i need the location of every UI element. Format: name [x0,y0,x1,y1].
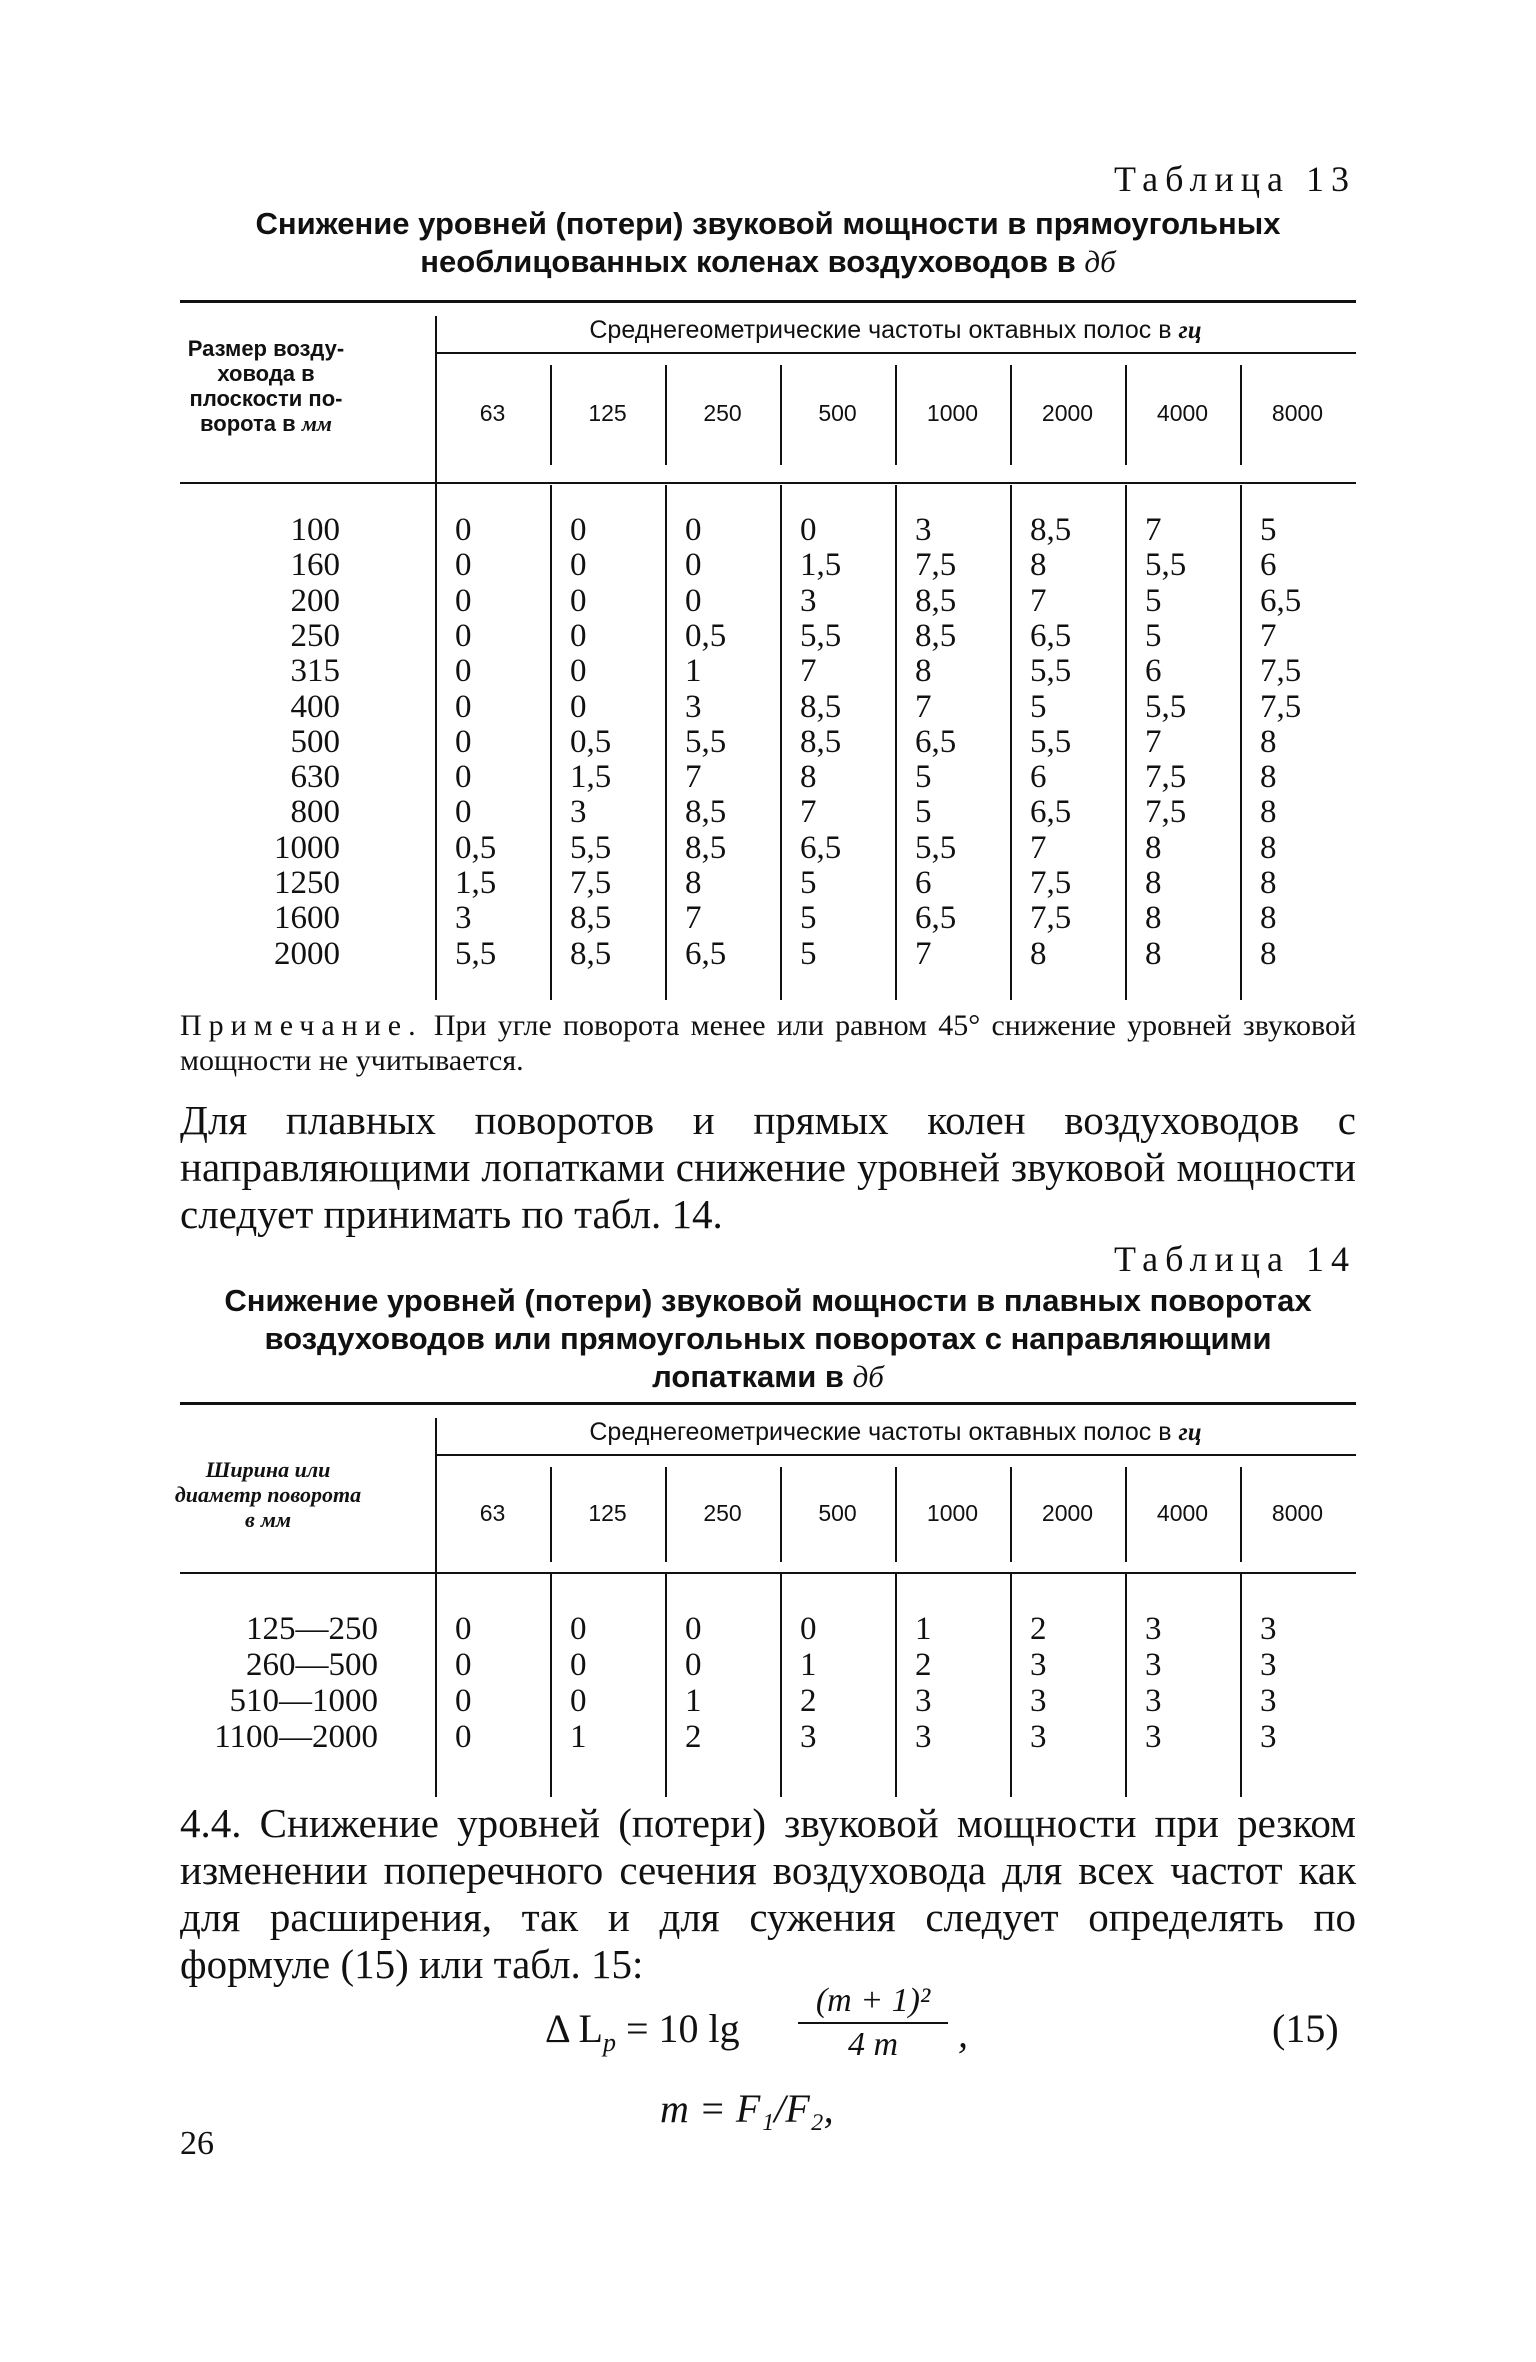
table-cell: 0 [570,512,587,548]
table-cell: 0 [800,512,817,548]
table-cell: 8,5 [915,582,957,619]
table-cell: 8 [1260,759,1277,796]
table-cell: 8,5 [570,900,612,937]
table-cell: 8 [1260,723,1277,760]
table-cell: 0 [685,512,702,548]
table-cell: 0 [455,1719,472,1755]
table-cell: 8 [915,653,932,690]
table-cell: 0 [570,1683,587,1719]
t13-freq-header-250: 250 [703,400,742,426]
table-cell: 5 [915,794,932,831]
table-cell: 7,5 [1260,688,1302,725]
table-13-caption [180,205,1356,281]
table-cell: 7 [685,900,702,937]
table-cell: 7,5 [1145,759,1187,796]
table-cell: 7 [800,794,817,831]
table-cell: 8,5 [915,617,957,654]
table-row [180,548,1356,583]
row-size: 400 [290,688,340,725]
table-13-group-header: Среднегеометрические частоты октавных полос в гц [589,316,1202,344]
table-cell: 3 [1145,1683,1162,1719]
table-cell: 0 [455,512,472,548]
table-cell: 6 [1260,547,1277,584]
table-13-caption-line1: Снижение уровней (потери) звуковой мощности в прямоугольных [255,206,1281,241]
table-cell: 3 [1030,1719,1047,1755]
t14-freq-header-125: 125 [588,1500,627,1526]
table-13-header-rule [180,482,1356,484]
table-cell: 6 [1145,653,1162,690]
table-row [180,760,1356,795]
table-row [180,1684,1356,1719]
table-cell: 6,5 [1030,794,1072,831]
table-row [180,513,1356,548]
table-cell: 8,5 [1030,512,1072,548]
table-13-group-rule [435,352,1356,354]
formula-number: (15) [1272,2006,1339,2051]
table-cell: 5,5 [570,829,612,866]
t13-header-column-line [550,365,552,465]
formula-fraction [798,1982,948,2064]
table-cell: 3 [1030,1683,1047,1719]
table-row [180,831,1356,866]
table-cell: 8 [1030,547,1047,584]
t14-header-column-line [1240,1467,1242,1562]
table-cell: 0 [455,759,472,796]
table-14-header-rule [180,1572,1356,1574]
table-row [180,654,1356,689]
table-cell: 0 [800,1611,817,1647]
table-cell: 8 [1145,900,1162,937]
t13-header-column-line [895,365,897,465]
table-cell: 6 [915,865,932,901]
table-cell: 0 [455,688,472,725]
table-13-stub-header: Размер возду-ховода в плоскости по-ворота в мм [187,336,345,436]
row-size: 160 [290,547,340,584]
table-cell: 1 [570,1719,587,1755]
table-row [180,584,1356,619]
row-size: 1100—2000 [214,1719,378,1755]
page-number: 26 [180,2125,214,2162]
table-cell: 2 [915,1647,932,1683]
table-cell: 7 [1260,617,1277,654]
table-13-note: Примечание. При угле поворота менее или равном 45° снижение уровней звуковой мощности не учитывается. [180,1009,1356,1077]
table-14 [174,1402,1356,1802]
table-cell: 0 [685,1611,702,1647]
table-cell: 5 [1030,688,1047,725]
table-cell: 8 [1260,794,1277,831]
table-cell: 7 [915,688,932,725]
t13-header-column-line [1125,365,1127,465]
table-cell: 0 [685,582,702,619]
t13-header-column-line [780,365,782,465]
table-cell: 3 [1030,1647,1047,1683]
table-14-label: Таблица 14 [1114,1239,1356,1279]
table-cell: 1,5 [455,865,497,901]
table-14-caption-line2: воздуховодов или прямоугольных поворотах с направляющими [264,1321,1272,1356]
table-cell: 1,5 [800,547,842,584]
table-cell: 0 [570,617,587,654]
t13-freq-header-500: 500 [818,400,857,426]
table-cell: 0 [455,1683,472,1719]
table-cell: 6,5 [685,935,727,972]
table-cell: 7,5 [570,865,612,901]
formula-numerator: (m + 1)² [798,1982,948,2024]
table-cell: 0,5 [455,829,497,866]
table-row [180,1720,1356,1755]
row-size: 250 [290,617,340,654]
table-cell: 3 [685,688,702,725]
row-size: 1000 [274,829,340,866]
table-14-caption-line3: лопатками в дб [652,1359,884,1394]
table-cell: 3 [915,1683,932,1719]
table-14-caption-line1: Снижение уровней (потери) звуковой мощности в плавных поворотах [224,1283,1312,1318]
t14-freq-header-250: 250 [703,1500,742,1526]
table-13-label: Таблица 13 [1114,159,1356,199]
table-13-top-rule [180,300,1356,303]
table-cell: 7,5 [1145,794,1187,831]
table-cell: 2 [800,1683,817,1719]
table-cell: 3 [1145,1647,1162,1683]
table-cell: 8,5 [800,723,842,760]
t14-freq-header-63: 63 [479,1500,506,1526]
table-cell: 5 [800,900,817,937]
table-cell: 3 [1260,1647,1277,1683]
table-cell: 0 [570,653,587,690]
table-cell: 8 [1260,865,1277,901]
table-row [180,866,1356,901]
table-cell: 7 [800,653,817,690]
table-13-caption-line2: необлицованных коленах воздуховодов в дб [420,244,1116,279]
table-cell: 5,5 [455,935,497,972]
table-cell: 5,5 [800,617,842,654]
table-cell: 0 [570,1611,587,1647]
table-14-group-rule [435,1454,1356,1456]
t14-header-column-line [665,1467,667,1562]
table-cell: 6,5 [800,829,842,866]
table-cell: 3 [1260,1683,1277,1719]
table-cell: 6,5 [915,900,957,937]
table-row [180,690,1356,725]
row-size: 800 [290,794,340,831]
table-cell: 7,5 [1260,653,1302,690]
table-cell: 8 [800,759,817,796]
table-cell: 7 [1030,582,1047,619]
table-cell: 5 [1145,582,1162,619]
table-cell: 6 [1030,759,1047,796]
table-cell: 3 [455,900,472,937]
table-cell: 1,5 [570,759,612,796]
t13-freq-header-4000: 4000 [1156,400,1209,426]
t13-freq-header-2000: 2000 [1041,400,1094,426]
t14-freq-header-500: 500 [818,1500,857,1526]
row-size: 630 [290,759,340,796]
table-cell: 0 [685,1647,702,1683]
table-cell: 5,5 [915,829,957,866]
table-cell: 5 [1145,617,1162,654]
table-cell: 3 [915,1719,932,1755]
table-row [180,795,1356,830]
t13-freq-header-125: 125 [588,400,627,426]
table-14-top-rule [180,1402,1356,1405]
table-cell: 6,5 [1260,582,1302,619]
row-size: 200 [290,582,340,619]
table-cell: 0 [455,723,472,760]
table-cell: 0 [570,1647,587,1683]
table-cell: 7 [685,759,702,796]
table-row [180,619,1356,654]
t14-freq-header-2000: 2000 [1041,1500,1094,1526]
t14-freq-header-4000: 4000 [1156,1500,1209,1526]
table-cell: 7,5 [915,547,957,584]
table-row [180,901,1356,936]
t14-header-column-line [1010,1467,1012,1562]
table-cell: 0 [570,547,587,584]
table-cell: 7,5 [1030,900,1072,937]
table-cell: 1 [915,1611,932,1647]
table-cell: 8,5 [685,794,727,831]
table-cell: 5,5 [1030,653,1072,690]
t14-freq-header-1000: 1000 [926,1500,979,1526]
row-size: 1600 [274,900,340,937]
table-cell: 1 [685,1683,702,1719]
table-cell: 2 [1030,1611,1047,1647]
row-size: 100 [290,512,340,548]
table-cell: 8 [1030,935,1047,972]
table-14-group-header: Среднегеометрические частоты октавных полос в гц [589,1418,1202,1446]
table-cell: 7 [915,935,932,972]
table-cell: 5 [800,865,817,901]
table-cell: 5,5 [1030,723,1072,760]
table-cell: 3 [1260,1611,1277,1647]
t13-header-column-line [1240,365,1242,465]
table-cell: 3 [915,512,932,548]
table-cell: 1 [800,1647,817,1683]
t13-header-column-line [1010,365,1012,465]
table-cell: 5 [1260,512,1277,548]
table-cell: 5 [915,759,932,796]
table-cell: 7,5 [1030,865,1072,901]
table-cell: 8,5 [800,688,842,725]
row-size: 260—500 [246,1647,378,1683]
row-size: 2000 [274,935,340,972]
table-cell: 2 [685,1719,702,1755]
table-cell: 3 [570,794,587,831]
formula-m-definition: m = F₁/F₂, [660,2086,834,2131]
table-cell: 8,5 [685,829,727,866]
table-row [180,725,1356,760]
table-cell: 8 [1145,865,1162,901]
t14-header-column-line [780,1467,782,1562]
table-cell: 8 [1260,935,1277,972]
table-cell: 0 [570,582,587,619]
table-cell: 0 [570,688,587,725]
table-cell: 1 [685,653,702,690]
formula-denominator: 4 m [847,2026,899,2063]
table-cell: 0,5 [570,723,612,760]
table-cell: 0 [455,653,472,690]
table-row [180,1612,1356,1647]
table-cell: 3 [1145,1719,1162,1755]
table-cell: 3 [1145,1611,1162,1647]
table-cell: 3 [800,1719,817,1755]
table-cell: 7 [1145,723,1162,760]
formula-lhs: Δ $L_p = 10$ lg [545,2006,740,2057]
paragraph-4-4: 4.4. Снижение уровней (потери) звуковой мощности при резком изменении поперечного сечения воздуховода для всех частот как для расширения, так и для сужения следует определять по формуле (15) или табл. 15: [180,1800,1356,1987]
table-cell: 0 [685,547,702,584]
table-cell: 7 [1145,512,1162,548]
t14-header-column-line [550,1467,552,1562]
table-cell: 5,5 [1145,547,1187,584]
table-cell: 7 [1030,829,1047,866]
table-cell: 5 [800,935,817,972]
t13-freq-header-8000: 8000 [1271,400,1324,426]
table-cell: 0 [455,547,472,584]
table-cell: 6,5 [915,723,957,760]
t14-header-column-line [1125,1467,1127,1562]
table-14-stub-header: Ширина или диаметр поворота в мм [174,1457,362,1532]
table-13 [180,300,1356,1000]
row-size: 315 [290,653,340,690]
table-cell: 0 [455,794,472,831]
table-cell: 8 [685,865,702,901]
row-size: 500 [290,723,340,760]
table-cell: 8,5 [570,935,612,972]
table-cell: 0 [455,1647,472,1683]
table-cell: 0 [455,582,472,619]
paragraph-table-14-reference: Для плавных поворотов и прямых колен воздуховодов с направляющими лопатками снижение уровней звуковой мощности следует принимать по табл. 14. [180,1097,1356,1237]
table-cell: 5,5 [685,723,727,760]
table-cell: 5,5 [1145,688,1187,725]
table-cell: 8 [1260,829,1277,866]
t14-freq-header-8000: 8000 [1271,1500,1324,1526]
t13-freq-header-63: 63 [479,400,506,426]
table-14-caption [180,1282,1356,1396]
table-cell: 0,5 [685,617,727,654]
row-size: 1250 [274,865,340,901]
table-cell: 3 [1260,1719,1277,1755]
formula-comma: , [958,2011,968,2056]
table-row [180,937,1356,972]
t13-freq-header-1000: 1000 [926,400,979,426]
row-size: 510—1000 [229,1683,378,1719]
table-cell: 6,5 [1030,617,1072,654]
table-cell: 8 [1260,900,1277,937]
table-cell: 0 [455,1611,472,1647]
t14-header-column-line [895,1467,897,1562]
table-cell: 3 [800,582,817,619]
table-cell: 0 [455,617,472,654]
table-row [180,1648,1356,1683]
row-size: 125—250 [246,1611,378,1647]
t13-header-column-line [665,365,667,465]
table-cell: 8 [1145,935,1162,972]
table-cell: 8 [1145,829,1162,866]
